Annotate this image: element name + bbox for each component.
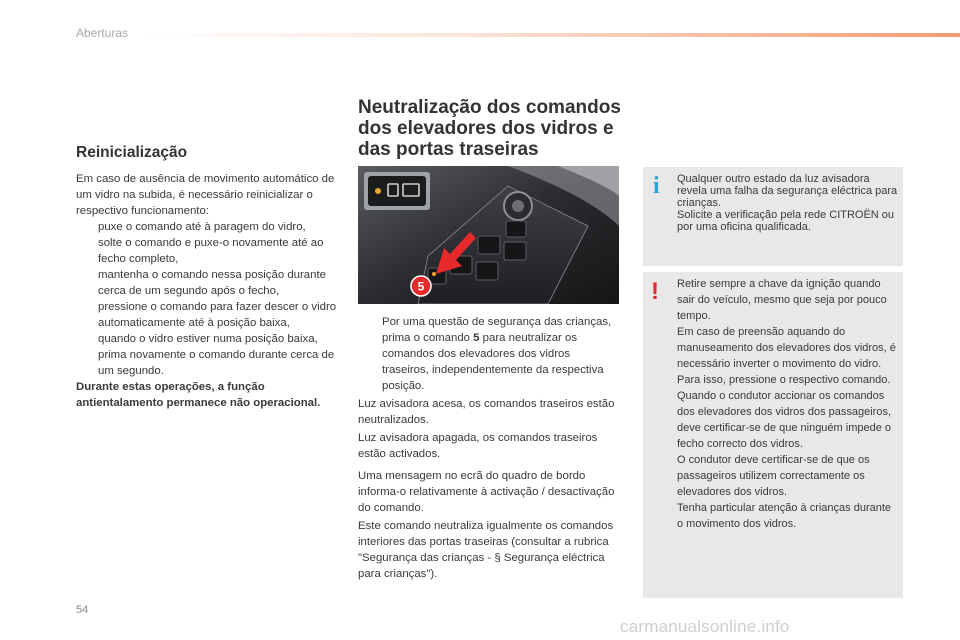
warning-icon: ! [651,278,659,305]
list-item: Por uma questão de segurança das crianças, prima o comando 5 para neutralizar os comandos dos elevadores dos vidros traseiros, independentemente da respectiva posição. [382,316,612,392]
svg-text:5: 5 [417,279,425,294]
neutralization-title: Neutralização dos comandos dos elevadores dos vidros e das portas traseiras [358,97,621,160]
reinitialization-steps [76,219,344,379]
reinitialization-section [76,143,344,411]
anti-pinch-note: Durante estas operações, a função antientalamento permanece não operacional. [76,381,321,409]
section-header: Aberturas [76,26,129,40]
warning-text: Retire sempre a chave da ignição quando sair do veículo, mesmo que seja por pouco tempo. Em caso de preensão aquando do manuseamento dos elevadores dos vidros, é necessário inverter o movimento do vidro. Para isso, pressione o respectivo comando. Quando o condutor accionar os comandos dos elevadores dos vidros dos passageiros, deve certificar-se de que ninguém impede o fecho correcto dos vidros. O condutor deve certificar-se de que os passageiros utilizem correctamente os elevadores dos vidros. Tenha particular atenção à crianças durante o movimento dos vidros. [677,278,896,530]
window-switch-photo [358,166,619,304]
callout-badge-5 [411,276,431,296]
paragraph: Este comando neutraliza igualmente os comandos interiores das portas traseiras (consultar a rubrica "Segurança das crianças - § Segurança eléctrica para crianças"). [358,520,614,580]
paragraph: Uma mensagem no ecrã do quadro de bordo informa-o relativamente à activação / desactivação do comando. [358,470,615,514]
neutralization-body [358,314,620,584]
info-icon: i [653,173,660,199]
list-item: puxe o comando até à paragem do vidro, [98,221,306,233]
list-item: solte o comando e puxe-o novamente até ao fecho completo, [98,237,324,265]
warning-box [643,272,903,598]
list-item: mantenha o comando nessa posição durante cerca de um segundo após o fecho, [98,269,326,297]
reinitialization-title: Reinicialização [76,144,188,161]
info-box [643,167,903,266]
list-item: quando o vidro estiver numa posição baixa, prima novamente o comando durante cerca de um segundo. [98,333,335,377]
paragraph: Luz avisadora apagada, os comandos traseiros estão activados. [358,432,598,460]
header-rule [140,33,960,37]
page-number: 54 [76,604,89,616]
watermark: carmanualsonline.info [620,617,790,636]
list-item: pressione o comando para fazer descer o vidro automaticamente até à posição baixa, [98,301,337,329]
info-text: Qualquer outro estado da luz avisadora revela uma falha da segurança eléctrica para crianças. Solicite a verificação pela rede CITROËN ou por uma oficina qualificada. [677,173,898,233]
reinitialization-intro: Em caso de ausência de movimento automático de um vidro na subida, é necessário reinicializar o respectivo funcionamento: [76,173,335,217]
paragraph: Luz avisadora acesa, os comandos traseiros estão neutralizados. [358,398,615,426]
child-lock-switch-inset [364,172,430,210]
